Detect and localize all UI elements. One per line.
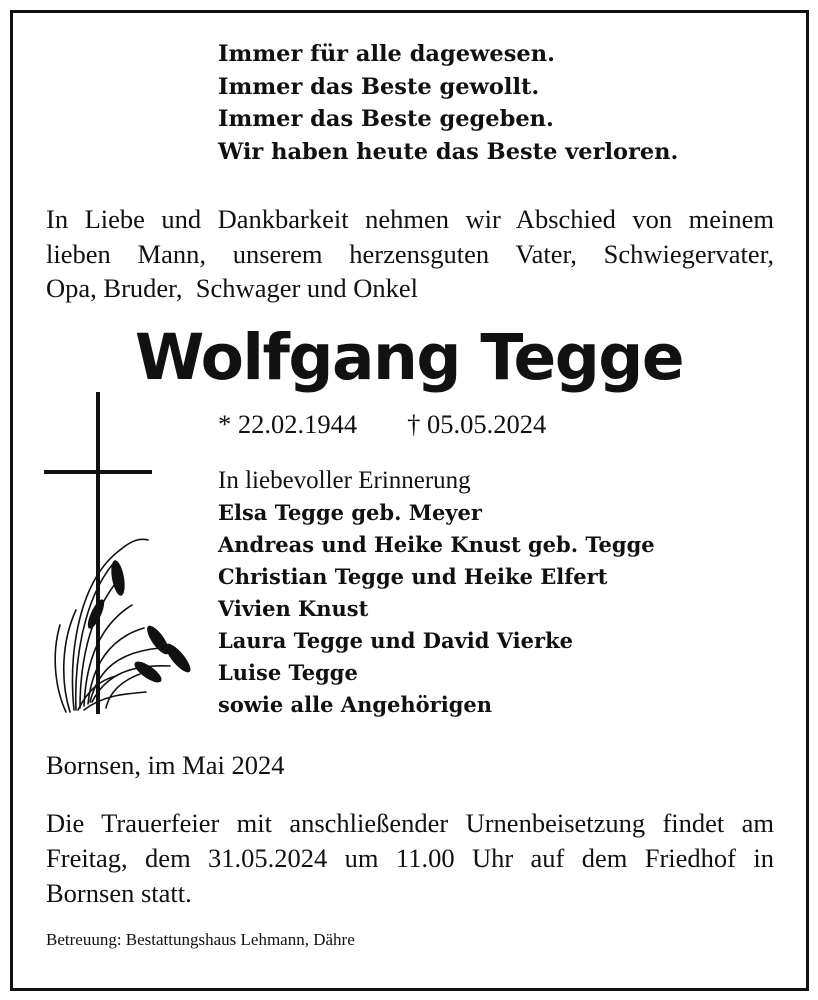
life-dates bbox=[218, 407, 546, 441]
mourner-name: sowie alle Angehörigen bbox=[218, 692, 493, 717]
intro-line: lieben Mann, unserem herzensguten Vater, Schwiegervater, bbox=[46, 238, 774, 269]
memory-lead: In liebevoller Erinnerung bbox=[218, 467, 471, 494]
mourner-name: Elsa Tegge geb. Meyer bbox=[218, 500, 482, 525]
intro-line: Opa, Bruder, Schwager und Onkel bbox=[46, 273, 419, 303]
intro-line: In Liebe und Dankbarkeit nehmen wir Abschied von meinem bbox=[46, 204, 774, 234]
mourner-name: Andreas und Heike Knust geb. Tegge bbox=[218, 532, 655, 557]
motto-line: Immer das Beste gegeben. bbox=[218, 106, 554, 132]
funeral-details bbox=[46, 806, 774, 911]
funeral-home-credit: Betreuung: Bestattungshaus Lehmann, Dähre bbox=[46, 930, 355, 949]
funeral-line: Freitag, dem 31.05.2024 um 11.00 Uhr auf dem Friedhof in bbox=[46, 843, 774, 873]
motto-verse bbox=[218, 38, 778, 168]
deceased-name: Wolfgang Tegge bbox=[134, 321, 684, 394]
mourner-name: Christian Tegge und Heike Elfert bbox=[218, 564, 608, 589]
mourner-name: Laura Tegge und David Vierke bbox=[218, 628, 574, 653]
cross-with-wheat-icon bbox=[40, 390, 200, 720]
cross-horizontal-bar bbox=[44, 470, 152, 474]
intro-paragraph bbox=[46, 202, 774, 306]
mourners-list bbox=[218, 465, 778, 721]
motto-line: Wir haben heute das Beste verloren. bbox=[218, 138, 679, 165]
wheat-ears bbox=[85, 559, 194, 686]
mourner-name: Luise Tegge bbox=[218, 660, 358, 685]
motto-line: Immer das Beste gewollt. bbox=[218, 73, 540, 100]
motto-line: Immer für alle dagewesen. bbox=[218, 41, 555, 67]
funeral-line: Die Trauerfeier mit anschließender Urnenbeisetzung findet am bbox=[46, 808, 774, 838]
place-and-date: Bornsen, im Mai 2024 bbox=[46, 750, 285, 780]
mourner-name: Vivien Knust bbox=[218, 596, 369, 621]
funeral-line: Bornsen statt. bbox=[46, 878, 192, 908]
death-date: † 05.05.2024 bbox=[407, 409, 547, 439]
birth-date: * 22.02.1944 bbox=[218, 409, 358, 439]
